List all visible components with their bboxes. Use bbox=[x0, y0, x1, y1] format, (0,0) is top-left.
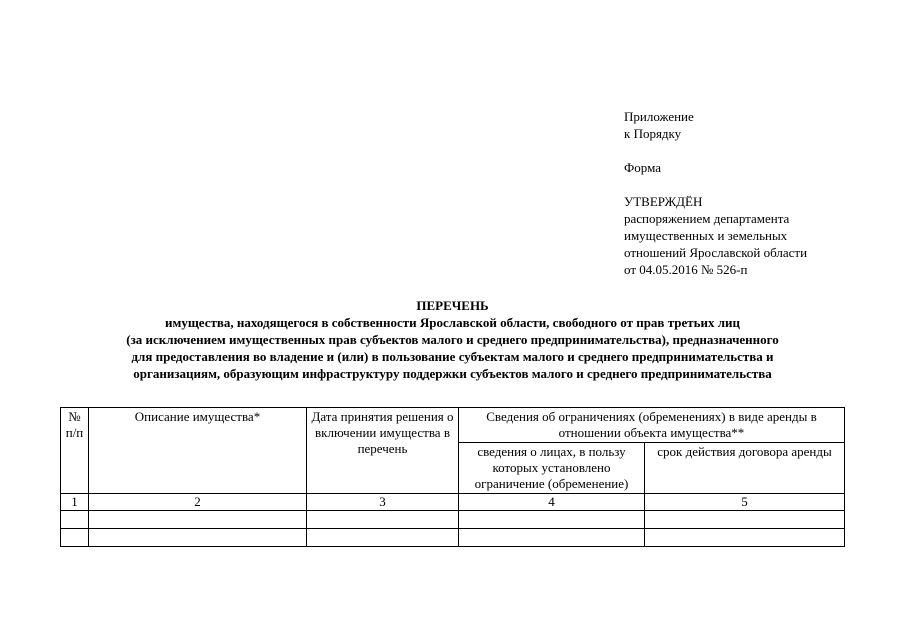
approved-by-line: отношений Ярославской области bbox=[624, 245, 808, 260]
table-cell[interactable] bbox=[61, 511, 89, 529]
table-cell[interactable] bbox=[89, 529, 307, 547]
table-row bbox=[61, 511, 845, 529]
heading-line: имущества, находящегося в собственности Ярославской области, свободного от прав третьих лиц bbox=[164, 315, 741, 330]
table-cell[interactable] bbox=[307, 511, 459, 529]
table-cell[interactable] bbox=[89, 511, 307, 529]
appendix-label: Приложение bbox=[624, 109, 694, 124]
approved-by-line: распоряжением департамента bbox=[624, 211, 790, 226]
form-label: Форма bbox=[624, 160, 661, 175]
table-cell[interactable] bbox=[645, 529, 845, 547]
table-cell[interactable] bbox=[307, 529, 459, 547]
approved-label: УТВЕРЖДЁН bbox=[624, 194, 703, 209]
document-heading bbox=[60, 297, 845, 382]
table-cell[interactable] bbox=[459, 511, 645, 529]
header-lease-term: срок действия договора аренды bbox=[645, 443, 845, 494]
property-list-table bbox=[60, 407, 845, 547]
header-description: Описание имущества* bbox=[89, 408, 307, 494]
column-number: 2 bbox=[89, 494, 307, 511]
table-row bbox=[61, 529, 845, 547]
appendix-reference: к Порядку bbox=[624, 126, 682, 141]
heading-line: для предоставления во владение и (или) в пользование субъектам малого и среднего предпринимательства и bbox=[131, 349, 774, 364]
approved-date-line: от 04.05.2016 № 526-п bbox=[624, 262, 748, 277]
table-header-row bbox=[61, 408, 845, 443]
column-number: 3 bbox=[307, 494, 459, 511]
table-cell[interactable] bbox=[459, 529, 645, 547]
table-cell[interactable] bbox=[61, 529, 89, 547]
header-decision-date: Дата принятия решения о включении имущества в перечень bbox=[307, 408, 459, 494]
document-title: ПЕРЕЧЕНЬ bbox=[416, 298, 489, 313]
table-cell[interactable] bbox=[645, 511, 845, 529]
header-persons: сведения о лицах, в пользу которых установлено ограничение (обременение) bbox=[459, 443, 645, 494]
heading-line: организациям, образующим инфраструктуру поддержки субъектов малого и среднего предпринимательства bbox=[133, 366, 772, 381]
column-number: 1 bbox=[61, 494, 89, 511]
header-number: № п/п bbox=[61, 408, 89, 494]
column-number-row bbox=[61, 494, 845, 511]
column-number: 5 bbox=[645, 494, 845, 511]
approved-by-line: имущественных и земельных bbox=[624, 228, 788, 243]
column-number: 4 bbox=[459, 494, 645, 511]
header-encumbrance-group: Сведения об ограничениях (обременениях) в виде аренды в отношении объекта имущества** bbox=[459, 408, 845, 443]
heading-line: (за исключением имущественных прав субъектов малого и среднего предпринимательства), предназначенного bbox=[126, 332, 779, 347]
appendix-block bbox=[624, 108, 807, 278]
